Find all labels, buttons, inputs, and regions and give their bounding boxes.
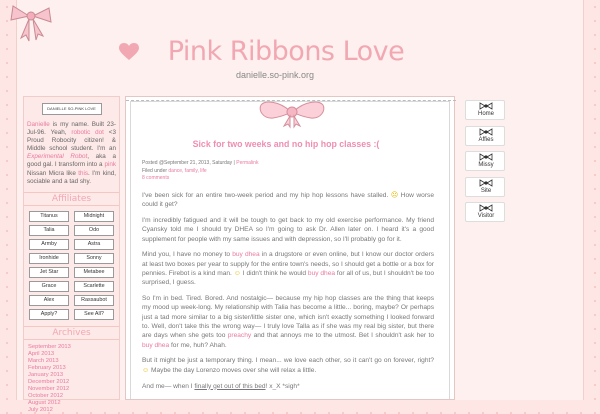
- affiliate-button[interactable]: Sonny: [74, 253, 114, 264]
- page-container: [16, 0, 584, 413]
- text-segment: I've been sick for an entire two-week period and my hip hop lessons have stalled.: [142, 192, 391, 199]
- affiliate-button[interactable]: Titanus: [29, 211, 69, 222]
- nav-button-site[interactable]: [465, 177, 505, 197]
- site-url[interactable]: danielle.so-pink.org: [236, 70, 315, 80]
- affiliate-button[interactable]: See All?: [74, 309, 114, 320]
- archive-link[interactable]: September 2013: [28, 343, 71, 350]
- affiliate-button[interactable]: Midnight: [74, 211, 114, 222]
- post-title[interactable]: Sick for two weeks and no hip hop classes :(: [192, 139, 380, 149]
- text-segment: for all of us, but I shouldn't be too surprised, I guess.: [142, 270, 434, 287]
- archive-link[interactable]: February 2013: [28, 364, 66, 371]
- inline-link[interactable]: buy dhea: [307, 270, 336, 278]
- text-segment: is my name. Built 23-Jul-96. Yeah,: [27, 121, 116, 137]
- filed-under-label: Filed under: [142, 167, 168, 174]
- site-header: [17, 30, 585, 90]
- ribbon-icon: [479, 102, 493, 110]
- affiliate-button[interactable]: Odo: [74, 225, 114, 236]
- affiliates-heading: Affiliates: [24, 192, 119, 206]
- inline-link[interactable]: buy dhea: [142, 341, 170, 349]
- affiliates-grid: [24, 211, 119, 320]
- post-paragraph: [142, 216, 434, 244]
- affiliate-button[interactable]: Grace: [29, 281, 69, 292]
- archive-link[interactable]: July 2012: [28, 406, 53, 413]
- ribbon-icon: [479, 128, 493, 136]
- affiliate-button[interactable]: Apply?: [29, 309, 69, 320]
- post-paragraph: [142, 294, 434, 350]
- post-date: Posted @September 21, 2013, Saturday: [142, 160, 233, 166]
- affiliate-button[interactable]: Talia: [29, 225, 69, 236]
- affiliate-button[interactable]: Jet Star: [29, 267, 69, 278]
- nav-button-affies[interactable]: [465, 126, 505, 146]
- ribbon-bow-icon: [257, 99, 327, 127]
- text-segment: <3 Proud Robocity citizen! & Middle school student. I'm an: [27, 129, 116, 153]
- main-content: [125, 96, 455, 400]
- text-segment: for me, huh? Ahah.: [169, 341, 227, 349]
- text-segment: . I'm kind, sociable and a tad shy.: [27, 169, 116, 185]
- text-segment: Nissan Micra like: [27, 169, 79, 177]
- inline-link[interactable]: preachy: [227, 332, 252, 340]
- inline-link[interactable]: Danielle: [27, 121, 50, 128]
- text-segment: And me— when I: [142, 382, 195, 390]
- inline-link[interactable]: buy dhea: [232, 251, 260, 259]
- nav-button-home[interactable]: [465, 100, 505, 120]
- post-paragraph: [142, 250, 434, 287]
- nav-label: Affies: [478, 136, 494, 143]
- text-segment: How worse could it get?: [142, 192, 434, 209]
- ribbon-icon: [479, 153, 493, 161]
- text-segment: But it might be just a temporary thing. I mean... we love each other, so it can't go on forever, right?: [142, 357, 434, 365]
- text-segment: in a drugstore or even online, but I know our doctor orders at least two boxes per year to supply for the entire town's needs, so I should get a bottle or a box for pennies. Firebot is a kind man.: [142, 251, 434, 278]
- text-segment: ! x_X *sigh*: [265, 382, 300, 390]
- affiliate-button[interactable]: Armby: [29, 239, 69, 250]
- affiliate-button[interactable]: Scarlette: [74, 281, 114, 292]
- meta-separator: |: [233, 160, 235, 166]
- smiley-icon: ☺: [233, 270, 241, 278]
- archive-link[interactable]: April 2013: [28, 350, 55, 357]
- affiliate-button[interactable]: Alex: [29, 295, 69, 306]
- affiliate-button[interactable]: Metabee: [74, 267, 114, 278]
- nav-button-visitor[interactable]: [465, 202, 505, 222]
- ribbon-icon: [479, 179, 493, 187]
- text-segment: , aka a good gal. I transform into a: [27, 153, 116, 169]
- inline-link[interactable]: robotic dot: [71, 129, 104, 137]
- nav-label: Missy: [478, 162, 494, 168]
- comments-link[interactable]: 8 comments: [142, 175, 170, 181]
- nav-label: Visitor: [477, 213, 495, 219]
- archive-link[interactable]: December 2012: [28, 378, 70, 385]
- archive-link[interactable]: October 2012: [28, 392, 64, 399]
- archives-heading: Archives: [24, 326, 119, 340]
- nav-label: Home: [477, 111, 494, 117]
- archive-link[interactable]: March 2013: [28, 357, 59, 364]
- affiliate-button[interactable]: Astra: [74, 239, 114, 250]
- inline-link[interactable]: this: [78, 169, 89, 177]
- smiley-icon: ☺: [142, 366, 150, 374]
- affiliate-button[interactable]: Rassaubot: [74, 295, 114, 306]
- inline-link[interactable]: Experimental Robot: [27, 153, 88, 161]
- nav-label: Site: [480, 187, 492, 194]
- text-segment: So I'm in bed. Tired. Bored. And nostalgic— because my hip hop classes are the thing that keeps my mood up week-long. My relationship with Talia has become a little... boring, maybe? Or perhaps just a tad more similar to a big sister/little sister one, which isn't exactly something I looked forward to. Well, don't take this the wrong way— I truly love Talla as if she was my real big sister, but there are days when she gets too: [142, 295, 434, 340]
- post-body: [142, 191, 434, 397]
- site-badge[interactable]: DANIELLE SO-PINK LOVE: [42, 103, 102, 115]
- affiliate-button[interactable]: Ironhide: [29, 253, 69, 264]
- text-segment: I'm incredibly fatigued and it will be tough to get back to my old exercise performance. My friend Cyansky told me I should try DHEA so I'm going to ask Dr. Allen later on. I heard it's a good supplement for people with my same issues and with depression, so I'll probably go for it.: [142, 217, 434, 243]
- right-navigation: [465, 100, 505, 228]
- archive-link[interactable]: August 2012: [28, 399, 61, 406]
- smiley-icon: ☹: [390, 192, 399, 199]
- post-paragraph: [142, 191, 434, 210]
- archives-list: [24, 344, 119, 414]
- post-meta: [142, 160, 258, 183]
- site-title[interactable]: Pink Ribbons Love: [167, 36, 405, 67]
- about-text: [24, 121, 119, 186]
- inline-link[interactable]: finally get out of this bed: [194, 382, 266, 390]
- archive-link[interactable]: November 2012: [28, 385, 70, 392]
- permalink-link[interactable]: Permalink: [236, 160, 259, 166]
- nav-button-missy[interactable]: [465, 151, 505, 171]
- text-segment: I didn't think he would: [240, 270, 308, 278]
- post-paragraph: [142, 382, 434, 391]
- post-paragraph: [142, 356, 434, 375]
- left-sidebar: [23, 96, 120, 413]
- text-segment: and that annoys me to the utmost. Bet I shouldn't ask her to: [251, 332, 434, 340]
- text-segment: Maybe the day Lorenzo moves over she will relax a little.: [149, 366, 317, 374]
- ribbon-icon: [479, 204, 493, 212]
- inline-link[interactable]: pink: [104, 161, 116, 169]
- post-tags[interactable]: dance, family, life: [168, 167, 207, 174]
- archive-link[interactable]: January 2013: [28, 371, 64, 378]
- text-segment: Mind you, I have no money to: [142, 251, 233, 259]
